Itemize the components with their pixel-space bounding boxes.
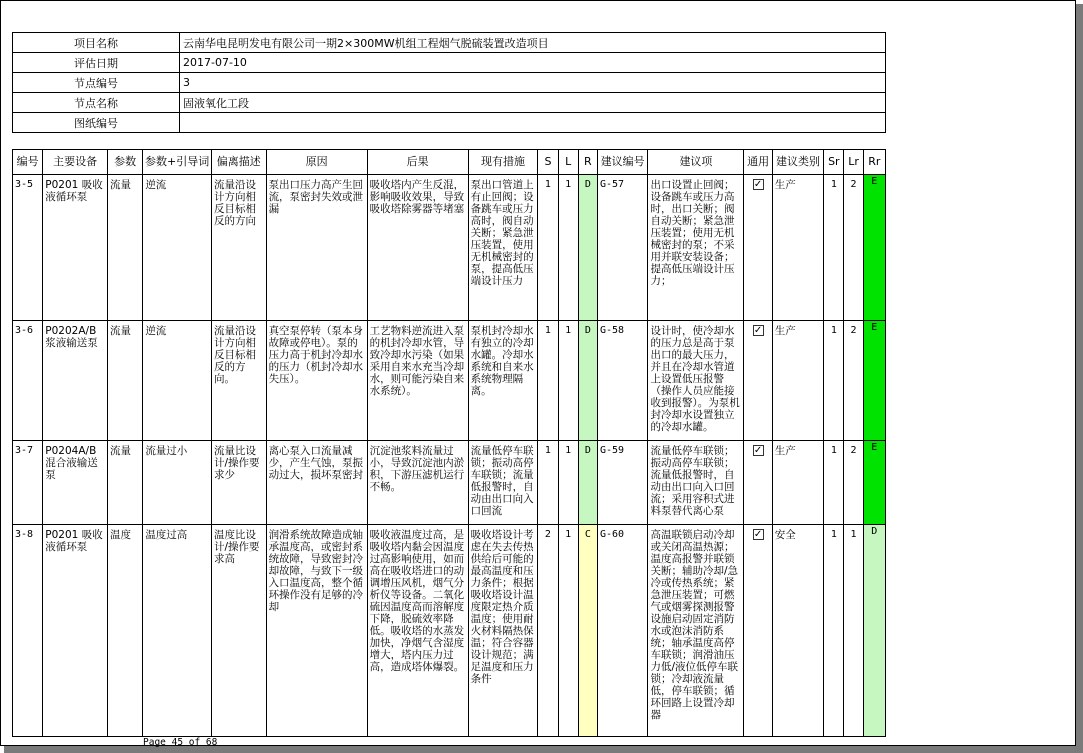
consequence-cell: 沉淀池浆料流量过小，导致沉淀池内淤积，下游压滤机运行不畅。 [367,441,468,525]
parameter-cell: 流量 [107,321,142,441]
row-number: 3-8 [13,525,43,737]
l-cell: 1 [558,321,578,441]
info-value: 固液氧化工段 [180,93,886,113]
equipment-cell: P0204A/B 混合液输送泵 [43,441,108,525]
measures-cell: 吸收塔设计考虑在失去传热供给后可能的最高温度和压力条件；根据吸收塔设计温度限定热介质温度；使用耐火材料隔热保温；符合容器设计规范；满足温度和压力条件 [468,525,538,737]
cause-cell: 离心泵入口流量减少，产生气蚀，泵振动过大，损坏泵密封 [266,441,367,525]
rr-cell: E [863,441,885,525]
measures-cell: 泵机封冷却水有独立的冷却水罐。冷却水系统和自来水系统物理隔离。 [468,321,538,441]
column-header: L [558,150,578,175]
l-cell: 1 [558,525,578,737]
cause-cell: 真空泵停转（泵本身故障或停电）。泵的压力高于机封冷却水的压力（机封冷却水失压）。 [266,321,367,441]
column-header: 参数+引导词 [143,150,212,175]
row-number: 3-6 [13,321,43,441]
info-row [13,53,886,73]
rr-cell: D [863,525,885,737]
guide-word-cell: 流量过小 [143,441,212,525]
measures-cell: 泵出口管道上有止回阀；设备跳车或压力高时，阀自动关断；紧急泄压装置，使用无机械密封的泵，提高低压端设计压力 [468,175,538,321]
deviation-cell: 流量沿设计方向相反目标相反的方向 [212,175,267,321]
hazop-worksheet-table [12,149,886,737]
s-cell: 2 [538,525,558,737]
column-header: 原因 [266,150,367,175]
equipment-cell: P0201 吸收液循环泵 [43,175,108,321]
table-row [13,441,886,525]
guide-word-cell: 逆流 [143,321,212,441]
info-label: 评估日期 [13,53,180,73]
column-header: 通用 [744,150,772,175]
general-checkbox[interactable] [744,441,772,525]
info-label: 项目名称 [13,33,180,53]
column-header: 主要设备 [43,150,108,175]
s-cell: 1 [538,441,558,525]
suggestion-cell: 流量低停车联锁；振动高停车联锁；流量低报警时，自动由出口向入口回流；采用容积式进料泵替代离心泵 [648,441,744,525]
column-header: 建议类别 [772,150,824,175]
row-number: 3-7 [13,441,43,525]
sr-cell: 1 [824,525,844,737]
info-value: 云南华电昆明发电有限公司一期2×300MW机组工程烟气脱硫装置改造项目 [180,33,886,53]
category-cell: 生产 [772,441,824,525]
column-header: Rr [863,150,885,175]
column-header: 建议编号 [597,150,648,175]
guide-word-cell: 逆流 [143,175,212,321]
consequence-cell: 工艺物料逆流进入泵的机封冷却水管，导致冷却水污染（如果采用自来水充当冷却水，则可能污染自来水系统）。 [367,321,468,441]
parameter-cell: 温度 [107,525,142,737]
suggestion-number-cell: G-58 [597,321,648,441]
consequence-cell: 吸收塔内产生反混，影响吸收效果，导致吸收塔除雾器等堵塞 [367,175,468,321]
r-cell: D [578,175,597,321]
checkbox-checked-icon[interactable]: ✓ [753,325,763,336]
info-label: 图纸编号 [13,113,180,133]
page-number: Page 45 of 68 [143,737,218,748]
table-row [13,321,886,441]
lr-cell: 2 [844,441,863,525]
table-row [13,175,886,321]
info-row [13,93,886,113]
s-cell: 1 [538,321,558,441]
page-shadow-right [1076,4,1083,753]
general-checkbox[interactable] [744,175,772,321]
general-checkbox[interactable] [744,525,772,737]
row-number: 3-5 [13,175,43,321]
category-cell: 安全 [772,525,824,737]
suggestion-cell: 出口设置止回阀；设备跳车或压力高时，出口关断；阀自动关断；紧急泄压装置；使用无机械密封的泵；不采用并联安装设备；提高低压端设计压力； [648,175,744,321]
equipment-cell: P0202A/B 浆液输送泵 [43,321,108,441]
info-value: 3 [180,73,886,93]
guide-word-cell: 温度过高 [143,525,212,737]
parameter-cell: 流量 [107,441,142,525]
info-label: 节点编号 [13,73,180,93]
parameter-cell: 流量 [107,175,142,321]
table-header-row [13,150,886,175]
general-checkbox[interactable] [744,321,772,441]
checkbox-checked-icon[interactable]: ✓ [753,445,763,456]
suggestion-number-cell: G-60 [597,525,648,737]
sr-cell: 1 [824,175,844,321]
suggestion-number-cell: G-57 [597,175,648,321]
sr-cell: 1 [824,441,844,525]
cause-cell: 润滑系统故障造成轴承温度高，或密封系统故障，导致密封冷却故障，与致下一级入口温度高，整个循环操作没有足够的冷却 [266,525,367,737]
deviation-cell: 温度比设计/操作要求高 [212,525,267,737]
suggestion-number-cell: G-59 [597,441,648,525]
column-header: Lr [844,150,863,175]
info-row [13,73,886,93]
category-cell: 生产 [772,175,824,321]
column-header: 编号 [13,150,43,175]
column-header: 后果 [367,150,468,175]
info-label: 节点名称 [13,93,180,113]
info-row [13,33,886,53]
column-header: 参数 [107,150,142,175]
project-info-table [12,32,886,133]
rr-cell: E [863,321,885,441]
r-cell: D [578,441,597,525]
suggestion-cell: 设计时，使冷却水的压力总是高于泵出口的最大压力，并且在冷却水管道上设置低压报警（操作人员应能接收到报警）。为泵机封冷却水设置独立的冷却水罐。 [648,321,744,441]
cause-cell: 泵出口压力高产生回流，泵密封失效或泄漏 [266,175,367,321]
column-header: S [538,150,558,175]
suggestion-cell: 高温联锁启动冷却或关闭高温热源；温度高报警并联锁关断；辅助冷却/急冷或传热系统；紧急泄压装置；可燃气或烟雾探测报警设施启动固定消防水或泡沫消防系统；轴承温度高停车联锁；润滑油压力低/液位低停车联锁；冷却液流量低，停车联锁；循环回路上设置冷却器 [648,525,744,737]
l-cell: 1 [558,175,578,321]
rr-cell: E [863,175,885,321]
info-row [13,113,886,133]
category-cell: 生产 [772,321,824,441]
column-header: Sr [824,150,844,175]
deviation-cell: 流量比设计/操作要求少 [212,441,267,525]
measures-cell: 流量低停车联锁；振动高停车联锁；流量低报警时，自动由出口向入口回流 [468,441,538,525]
sr-cell: 1 [824,321,844,441]
r-cell: D [578,321,597,441]
checkbox-checked-icon[interactable]: ✓ [753,529,763,540]
checkbox-checked-icon[interactable]: ✓ [753,179,763,190]
l-cell: 1 [558,441,578,525]
info-value [180,113,886,133]
equipment-cell: P0201 吸收液循环泵 [43,525,108,737]
column-header: 现有措施 [468,150,538,175]
s-cell: 1 [538,175,558,321]
column-header: R [578,150,597,175]
lr-cell: 2 [844,321,863,441]
table-row [13,525,886,737]
column-header: 偏离描述 [212,150,267,175]
r-cell: C [578,525,597,737]
info-value: 2017-07-10 [180,53,886,73]
lr-cell: 2 [844,175,863,321]
consequence-cell: 吸收液温度过高，是吸收塔内黏会因温度过高影响使用，如而高在吸收塔进口的动调增压风机，烟气分析仪等设备。二氧化硫因温度高而溶解度下降，脱硫效率降低。吸收塔的水蒸发加快，净烟气含湿度增大，塔内压力过高，造成塔体爆裂。 [367,525,468,737]
column-header: 建议项 [648,150,744,175]
deviation-cell: 流量沿设计方向相反目标相反的方向。 [212,321,267,441]
lr-cell: 1 [844,525,863,737]
